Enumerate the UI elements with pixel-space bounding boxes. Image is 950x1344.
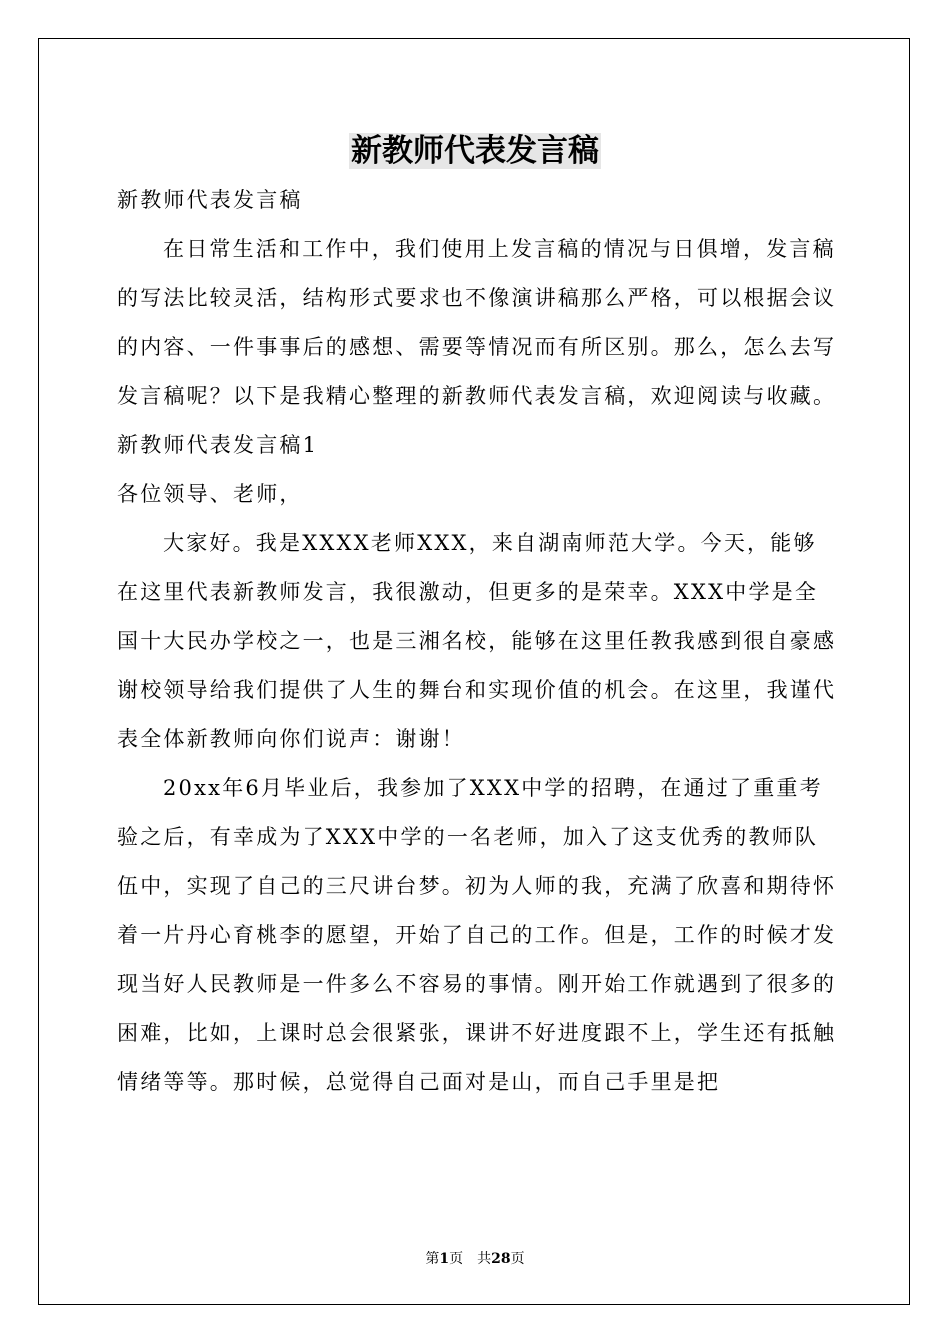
document-title <box>0 126 950 176</box>
greeting-line: 各位领导、老师， <box>117 482 303 506</box>
section-heading: 新教师代表发言稿1 <box>117 433 319 457</box>
body-paragraph-2: 20xx年6月毕业后，我参加了XXX中学的招聘，在通过了重重考验之后，有幸成为了XXX中学的一名老师，加入了这支优秀的教师队伍中，实现了自己的三尺讲台梦。初为人师的我，充满了欣喜和期待怀着一片丹心育桃李的愿望，开始了自己的工作。但是，工作的时候才发现当好人民教师是一件多么不容易的事情。刚开始工作就遇到了很多的困难，比如，上课时总会很紧张，课讲不好进度跟不上，学生还有抵触情绪等等。那时候，总觉得自己面对是山，而自己手里是把 <box>117 776 837 1094</box>
document-body <box>117 176 837 1107</box>
document-title-text: 新教师代表发言稿 <box>351 133 599 169</box>
document-subtitle: 新教师代表发言稿 <box>117 188 303 212</box>
footer-suffix: 页 <box>510 1251 525 1267</box>
footer-mid: 页 共 <box>449 1251 492 1267</box>
intro-paragraph: 在日常生活和工作中，我们使用上发言稿的情况与日俱增，发言稿的写法比较灵活，结构形式要求也不像演讲稿那么严格，可以根据会议的内容、一件事事后的感想、需要等情况而有所区别。那么，怎么去写发言稿呢？以下是我精心整理的新教师代表发言稿，欢迎阅读与收藏。 <box>117 237 837 408</box>
page-footer <box>0 1248 950 1268</box>
footer-page-total: 28 <box>491 1251 511 1267</box>
footer-prefix: 第 <box>425 1251 440 1267</box>
body-paragraph-1: 大家好。我是XXXX老师XXX，来自湖南师范大学。今天，能够在这里代表新教师发言，我很激动，但更多的是荣幸。XXX中学是全国十大民办学校之一，也是三湘名校，能够在这里任教我感到很自豪感谢校领导给我们提供了人生的舞台和实现价值的机会。在这里，我谨代表全体新教师向你们说声：谢谢！ <box>117 531 837 751</box>
footer-page-current: 1 <box>439 1251 450 1267</box>
